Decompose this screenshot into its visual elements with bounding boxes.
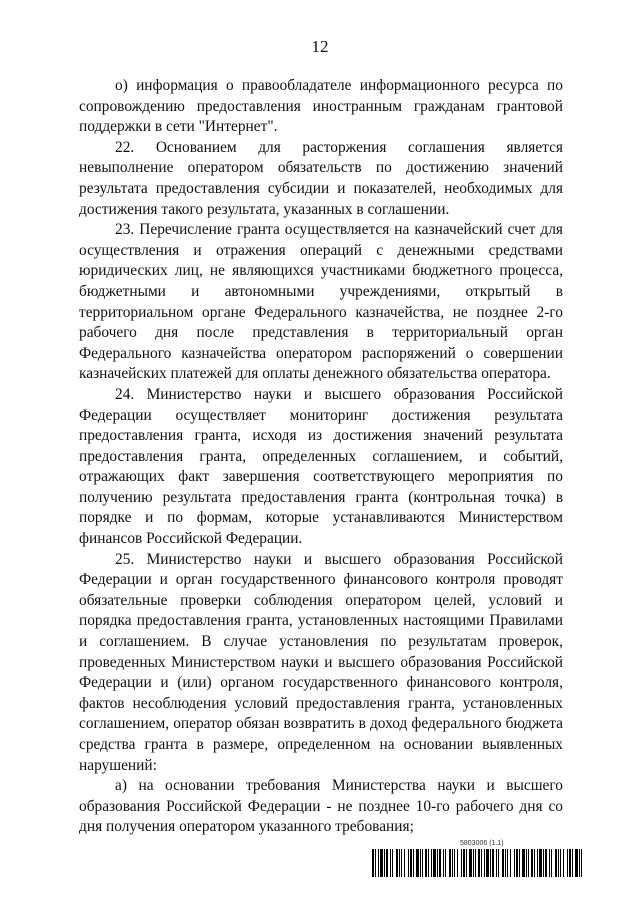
document-code: 5803006 (1.1) [460,840,504,847]
paragraph-23: 23. Перечисление гранта осуществляется на казначейский счет для осуществления и отражения операций с денежными средствами юридических лиц, не являющихся участниками бюджетного процесса, бюджетными и автономными учреждениями, открытый в территориальном органе Федерального казначейства, не позднее 2-го рабочего дня после представления в территориальный орган Федерального казначейства оператором распоряжений о совершении казначейских платежей для оплаты денежного обязательства оператора. [79,221,563,383]
paragraph-item-a: а) на основании требования Министерства науки и высшего образования Российской Федерации - не позднее 10-го рабочего дня со дня получения оператором указанного требования; [79,777,563,836]
page-number: 12 [311,37,329,56]
paragraph-24: 24. Министерство науки и высшего образования Российской Федерации осуществляет мониторинг достижения результата предоставления гранта, исходя из достижения значений результата предоставления гранта, определенных соглашением, и событий, отражающих факт завершения соответствующего мероприятия по получению результата предоставления гранта (контрольная точка) в порядке и по формам, которые устанавливаются Министерством финансов Российской Федерации. [79,385,563,548]
document-body [79,76,563,838]
paragraph-22: 22. Основанием для расторжения соглашения является невыполнение оператором обязательств по достижению значений результата предоставления субсидии и показателей, необходимых для достижения такого результата, указанных в соглашении. [79,138,563,218]
paragraph-item-o: о) информация о правообладателе информационного ресурса по сопровождению предоставления иностранным гражданам грантовой поддержки в сети "Интернет". [79,77,563,136]
paragraph-25: 25. Министерство науки и высшего образования Российской Федерации и орган государственного финансового контроля проводят обязательные проверки соблюдения оператором целей, условий и порядка предоставления гранта, установленных настоящими Правилами и соглашением. В случае установления по результатам проверок, проведенных Министерством науки и высшего образования Российской Федерации и (или) органом государственного финансового контроля, фактов несоблюдения условий предоставления гранта, установленных соглашением, оператор обязан возвратить в доход федерального бюджета средства гранта в размере, определенном на основании выявленных нарушений: [79,550,563,774]
barcode-image [372,849,583,877]
